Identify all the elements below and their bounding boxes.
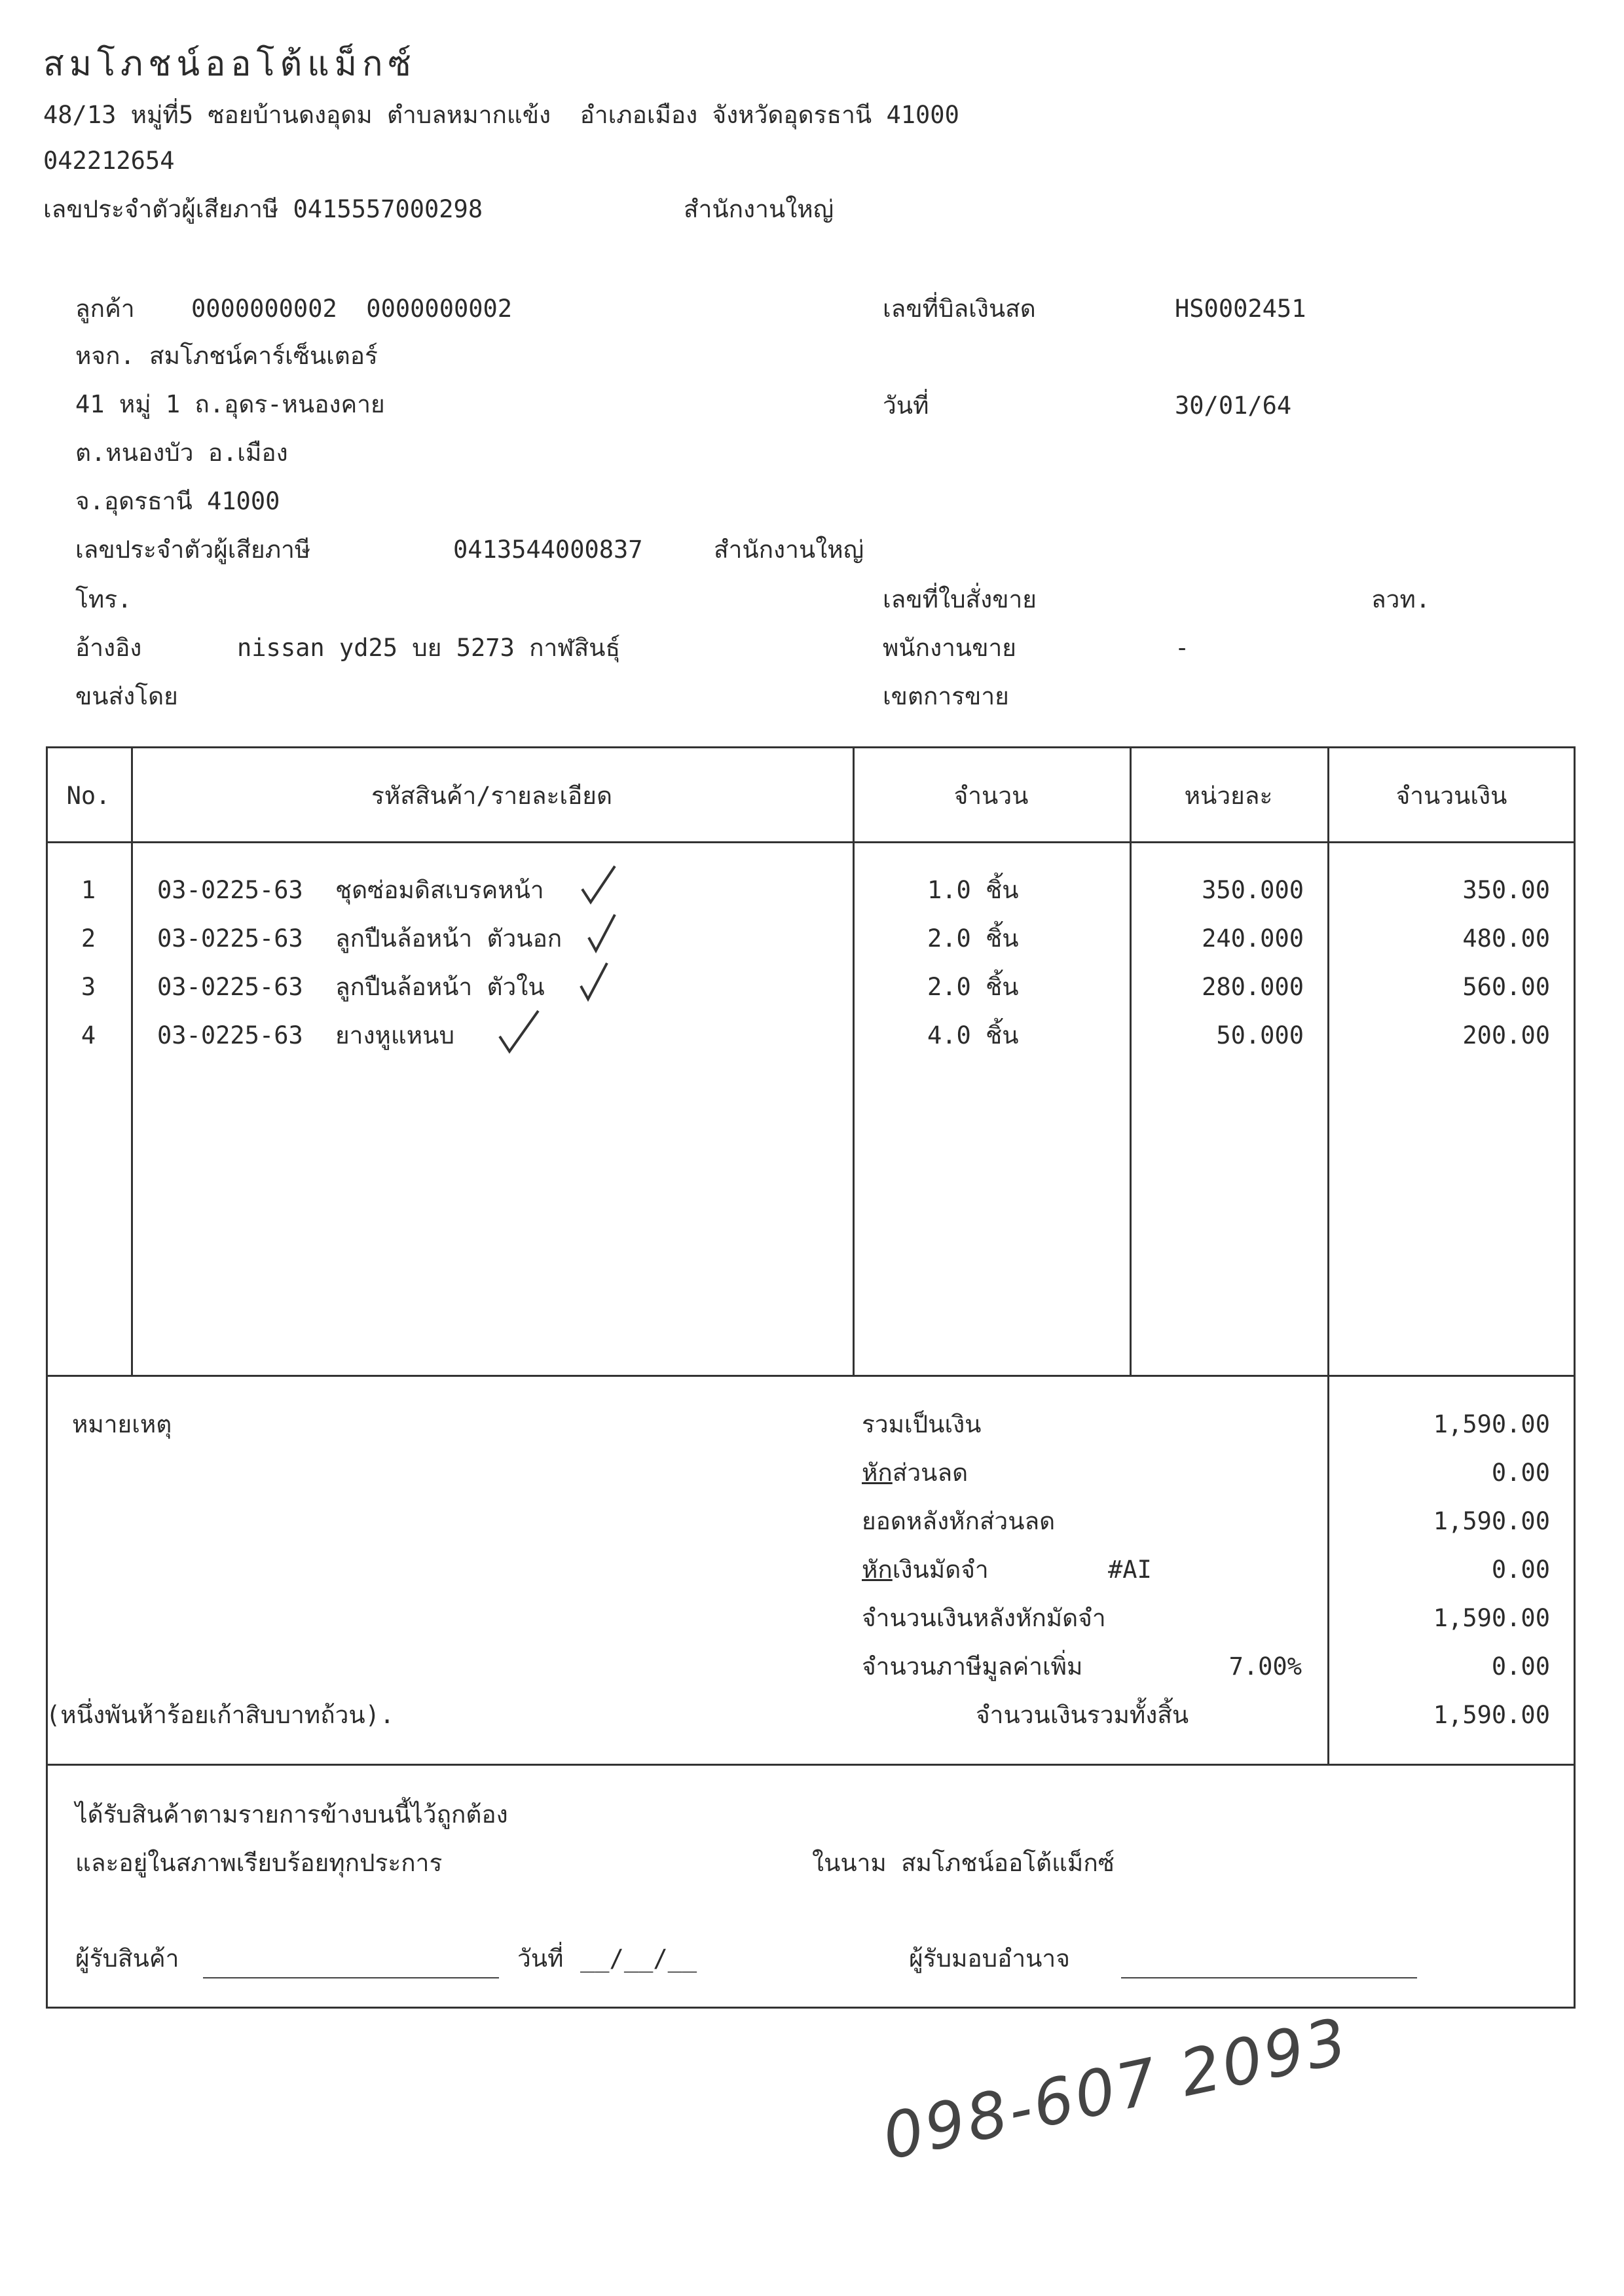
bill-date: 30/01/64 bbox=[1175, 392, 1292, 420]
row-1-description: ชุดซ่อมดิสเบรคหน้า bbox=[335, 876, 544, 904]
salesman-label: พนักงานขาย bbox=[883, 634, 1016, 662]
grand-total-label: จำนวนเงินรวมทั้งสิ้น bbox=[976, 1701, 1189, 1729]
column-divider-desc bbox=[853, 746, 855, 1376]
row-4-code: 03-0225-63 bbox=[157, 1021, 303, 1049]
table-summary-divider bbox=[46, 1375, 1576, 1377]
row-4-description: ยางหูแหนบ bbox=[335, 1021, 454, 1049]
row-2-description: ลูกปืนล้อหน้า ตัวนอก bbox=[335, 924, 563, 953]
remark-label: หมายเหตุ bbox=[72, 1410, 172, 1438]
company-name: สมโภชน์ออโต้แม็กซ์ bbox=[43, 45, 416, 84]
grand-total-value: 1,590.00 bbox=[1433, 1701, 1550, 1729]
after-discount-label: ยอดหลังหักส่วนลด bbox=[862, 1507, 1056, 1535]
salesman-value: - bbox=[1175, 634, 1190, 662]
customer-name: หจก. สมโภชน์คาร์เซ็นเตอร์ bbox=[75, 342, 378, 370]
header-unit-price: หน่วยละ bbox=[1184, 782, 1273, 810]
discount-prefix: หัก bbox=[862, 1459, 893, 1487]
deposit-code: #AI bbox=[1108, 1556, 1152, 1584]
check-mark-row-4 bbox=[496, 1007, 542, 1057]
company-phone: 042212654 bbox=[43, 147, 175, 175]
row-2-amount: 480.00 bbox=[1462, 924, 1550, 953]
reference-value: nissan yd25 บย 5273 กาฬสินธุ์ bbox=[237, 634, 621, 662]
subtotal-value: 1,590.00 bbox=[1433, 1410, 1550, 1438]
handwritten-phone-number: 098-607 2093 bbox=[876, 2003, 1356, 2174]
amount-in-words: (หนึ่งพันห้าร้อยเก้าสิบบาทถ้วน). bbox=[46, 1701, 395, 1729]
company-tax-id: เลขประจำตัวผู้เสียภาษี 0415557000298 bbox=[43, 195, 483, 223]
receipt-date-blank: __/__/__ bbox=[580, 1944, 697, 1973]
row-3-amount: 560.00 bbox=[1462, 973, 1550, 1001]
company-address: 48/13 หมู่ที่5 ซอยบ้านดงอุดม ตำบลหมากแข้ง อำเภอเมือง จังหวัดอุดรธานี 41000 bbox=[43, 101, 959, 129]
row-3-quantity: 2.0 ชิ้น bbox=[927, 973, 1019, 1001]
vat-label: จำนวนภาษีมูลค่าเพิ่ม bbox=[862, 1652, 1083, 1681]
receiver-signature-line bbox=[203, 1977, 499, 1978]
column-divider-no bbox=[131, 746, 133, 1376]
discount-label bbox=[862, 1457, 968, 1489]
row-2-no: 2 bbox=[81, 924, 96, 953]
customer-tax-id: 0413544000837 bbox=[453, 536, 643, 564]
vat-value: 0.00 bbox=[1491, 1652, 1550, 1681]
shipping-label: ขนส่งโดย bbox=[75, 682, 178, 710]
row-1-code: 03-0225-63 bbox=[157, 876, 303, 904]
header-amount: จำนวนเงิน bbox=[1395, 782, 1507, 810]
row-1-quantity: 1.0 ชิ้น bbox=[927, 876, 1019, 904]
row-3-no: 3 bbox=[81, 973, 96, 1001]
after-discount-value: 1,590.00 bbox=[1433, 1507, 1550, 1535]
customer-phone-label: โทร. bbox=[75, 585, 132, 613]
deposit-text: เงินมัดจำ bbox=[892, 1556, 989, 1584]
header-quantity: จำนวน bbox=[953, 782, 1029, 810]
customer-label: ลูกค้า bbox=[75, 295, 135, 323]
receipt-date-label: วันที่ bbox=[517, 1944, 564, 1973]
row-3-code: 03-0225-63 bbox=[157, 973, 303, 1001]
row-4-amount: 200.00 bbox=[1462, 1021, 1550, 1049]
check-mark-row-1 bbox=[579, 863, 618, 909]
summary-footer-divider bbox=[46, 1764, 1576, 1766]
authorized-signature-line bbox=[1121, 1977, 1417, 1978]
row-2-code: 03-0225-63 bbox=[157, 924, 303, 953]
row-1-unit-price: 350.000 bbox=[1202, 876, 1304, 904]
subtotal-label: รวมเป็นเงิน bbox=[862, 1410, 982, 1438]
deposit-label bbox=[862, 1554, 989, 1586]
row-1-no: 1 bbox=[81, 876, 96, 904]
row-1-amount: 350.00 bbox=[1462, 876, 1550, 904]
column-divider-qty bbox=[1130, 746, 1132, 1376]
check-mark-row-2 bbox=[585, 911, 618, 957]
row-4-no: 4 bbox=[81, 1021, 96, 1049]
after-deposit-value: 1,590.00 bbox=[1433, 1604, 1550, 1632]
sales-zone-label: เขตการขาย bbox=[883, 682, 1009, 710]
after-deposit-label: จำนวนเงินหลังหักมัดจำ bbox=[862, 1604, 1106, 1632]
table-header-divider bbox=[46, 841, 1576, 843]
deposit-value: 0.00 bbox=[1491, 1556, 1550, 1584]
reference-label: อ้างอิง bbox=[75, 634, 142, 662]
sales-order-code: ลวท. bbox=[1371, 585, 1431, 613]
row-2-unit-price: 240.000 bbox=[1202, 924, 1304, 953]
received-statement-line1: ได้รับสินค้าตามรายการข้างบนนี้ไว้ถูกต้อง bbox=[75, 1800, 508, 1829]
vat-rate: 7.00% bbox=[1228, 1652, 1302, 1681]
authorized-label: ผู้รับมอบอำนาจ bbox=[909, 1944, 1070, 1973]
check-mark-row-3 bbox=[578, 960, 610, 1006]
customer-address-line1: 41 หมู่ 1 ถ.อุดร-หนองคาย bbox=[75, 390, 385, 418]
deposit-prefix: หัก bbox=[862, 1556, 893, 1584]
discount-text: ส่วนลด bbox=[892, 1459, 969, 1487]
bill-number-label: เลขที่บิลเงินสด bbox=[883, 295, 1036, 323]
bill-number: HS0002451 bbox=[1175, 295, 1306, 323]
row-4-unit-price: 50.000 bbox=[1216, 1021, 1304, 1049]
row-3-description: ลูกปืนล้อหน้า ตัวใน bbox=[335, 973, 545, 1001]
bill-date-label: วันที่ bbox=[883, 392, 929, 420]
customer-codes: 0000000002 0000000002 bbox=[191, 295, 513, 323]
customer-address-line3: จ.อุดรธานี 41000 bbox=[75, 487, 280, 515]
header-description: รหัสสินค้า/รายละเอียด bbox=[371, 782, 612, 810]
row-4-quantity: 4.0 ชิ้น bbox=[927, 1021, 1019, 1049]
on-behalf-of: ในนาม สมโภชน์ออโต้แม็กซ์ bbox=[812, 1849, 1115, 1877]
header-no: No. bbox=[66, 782, 111, 810]
received-statement-line2: และอยู่ในสภาพเรียบร้อยทุกประการ bbox=[75, 1849, 443, 1877]
sales-order-label: เลขที่ใบสั่งขาย bbox=[883, 585, 1037, 613]
row-3-unit-price: 280.000 bbox=[1202, 973, 1304, 1001]
receiver-label: ผู้รับสินค้า bbox=[75, 1944, 179, 1973]
row-2-quantity: 2.0 ชิ้น bbox=[927, 924, 1019, 953]
company-branch: สำนักงานใหญ่ bbox=[684, 195, 834, 223]
customer-tax-label: เลขประจำตัวผู้เสียภาษี bbox=[75, 536, 311, 564]
customer-address-line2: ต.หนองบัว อ.เมือง bbox=[75, 439, 288, 467]
customer-branch: สำนักงานใหญ่ bbox=[714, 536, 864, 564]
discount-value: 0.00 bbox=[1491, 1459, 1550, 1487]
